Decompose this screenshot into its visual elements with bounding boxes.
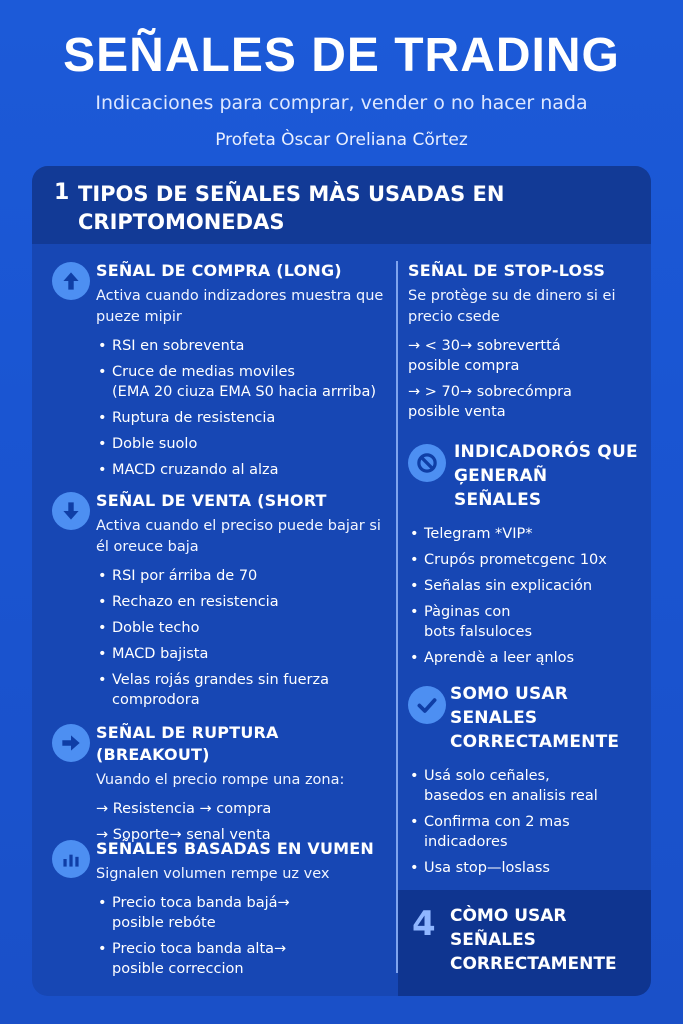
list-item: • Confirma con 2 mas indicadores <box>408 812 644 852</box>
section-desc: Activa cuando indizadores muestra que pueze mipir <box>96 288 384 325</box>
list-item: • Señalas sin explicación <box>408 576 644 596</box>
list-item: • Velas rojás grandes sin fuerza comprodora <box>96 670 386 710</box>
list-item: • Rechazo en resistencia <box>96 592 386 612</box>
item-list <box>96 893 386 979</box>
section-compra <box>96 260 386 486</box>
list-item: → < 30→ sobreverttá posible compra <box>408 338 561 374</box>
card-header <box>32 166 651 244</box>
list-item: • Precio toca banda alta→ posible correccion <box>96 939 386 979</box>
footer-box <box>398 890 651 996</box>
section-title: SOMO USAR SENALES CORRECTAMENTE <box>450 684 620 752</box>
section-indicadores <box>408 516 644 674</box>
check-icon <box>408 686 446 724</box>
footer-title: CÒMO USAR SEÑALES CORRECTAMENTE <box>450 906 617 974</box>
section-usar-title <box>450 682 642 754</box>
block-icon <box>408 444 446 482</box>
list-item: • MACD cruzando al alza <box>96 460 386 480</box>
section-title: SEÑAL DE VENTA (SHORT <box>96 491 327 510</box>
content-card <box>32 166 651 996</box>
page-subtitle: Indicaciones para comprar, vender o no hacer nada <box>95 92 588 114</box>
list-item: • Cruce de medias moviles (EMA 20 ciuza EMA S0 hacia arrriba) <box>96 362 386 402</box>
item-list <box>96 336 386 480</box>
section-usar <box>408 758 644 884</box>
list-item: → > 70→ sobrecómpra posible venta <box>408 384 572 420</box>
section-ruptura <box>96 722 391 851</box>
list-item: • Crupós prometcgenc 10x <box>408 550 644 570</box>
page-title: SEÑALES DE TRADING <box>63 29 620 82</box>
item-list <box>408 524 644 668</box>
list-item: • Ruptura de resistencia <box>96 408 386 428</box>
footer-number: 4 <box>412 904 436 944</box>
section-indicadores-title <box>454 440 640 512</box>
list-item: → Resistencia → compra <box>96 801 272 817</box>
list-item: • Aprendè a leer ąnlos <box>408 648 644 668</box>
section-venta <box>96 490 386 716</box>
list-item: • Pàginas con bots falsuloces <box>408 602 644 642</box>
section-title: INDICADORÓS QUE ĢENERAÑ SEÑALES <box>454 442 638 510</box>
arrow-right-icon <box>52 724 90 762</box>
section-desc: Signalen volumen rempe uz vex <box>96 866 330 882</box>
section-title: SEÑALES BASADAS EN VUMEN <box>96 839 374 858</box>
list-item: • Telegram *VIP* <box>408 524 644 544</box>
arrow-down-icon <box>52 492 90 530</box>
item-list <box>408 336 640 422</box>
list-item: • MACD bajista <box>96 644 386 664</box>
bar-chart-icon <box>52 840 90 878</box>
list-item: • Usá solo ceñales, basedos en analisis real <box>408 766 644 806</box>
section-title: SEÑAL DE STOP-LOSS <box>408 261 606 280</box>
section-stoploss <box>408 260 640 428</box>
item-list <box>96 566 386 710</box>
list-item: • RSI por árriba de 70 <box>96 566 386 586</box>
card-number: 1 <box>54 180 70 205</box>
section-desc: Vuando el precio rompe una zona: <box>96 772 345 788</box>
arrow-up-icon <box>52 262 90 300</box>
author-name: Profeta Òscar Oreliana Cõrtez <box>215 130 468 150</box>
list-item: • RSI en sobreventa <box>96 336 386 356</box>
section-volumen <box>96 838 386 985</box>
item-list <box>408 766 644 878</box>
section-title: SEÑAL DE RUPTURA (BREAKOUT) <box>96 723 279 764</box>
section-desc: Activa cuando el preciso puede bajar si él oreuce baja <box>96 518 381 555</box>
list-item: • Precio toca banda bajá→ posible rebóte <box>96 893 386 933</box>
card-title: TIPOS DE SEÑALES MÀS USADAS EN CRIPTOMONEDAS <box>78 182 505 234</box>
section-desc: Se protège su de dinero si ei precio csede <box>408 288 616 325</box>
section-title: SEÑAL DE COMPRA (LONG) <box>96 261 342 280</box>
list-item: • Doble suolo <box>96 434 386 454</box>
list-item: • Usa stop—loslass <box>408 858 644 878</box>
list-item: • Doble techo <box>96 618 386 638</box>
list-item: → Soporte→ senal venta <box>96 827 271 843</box>
column-divider <box>396 261 398 973</box>
